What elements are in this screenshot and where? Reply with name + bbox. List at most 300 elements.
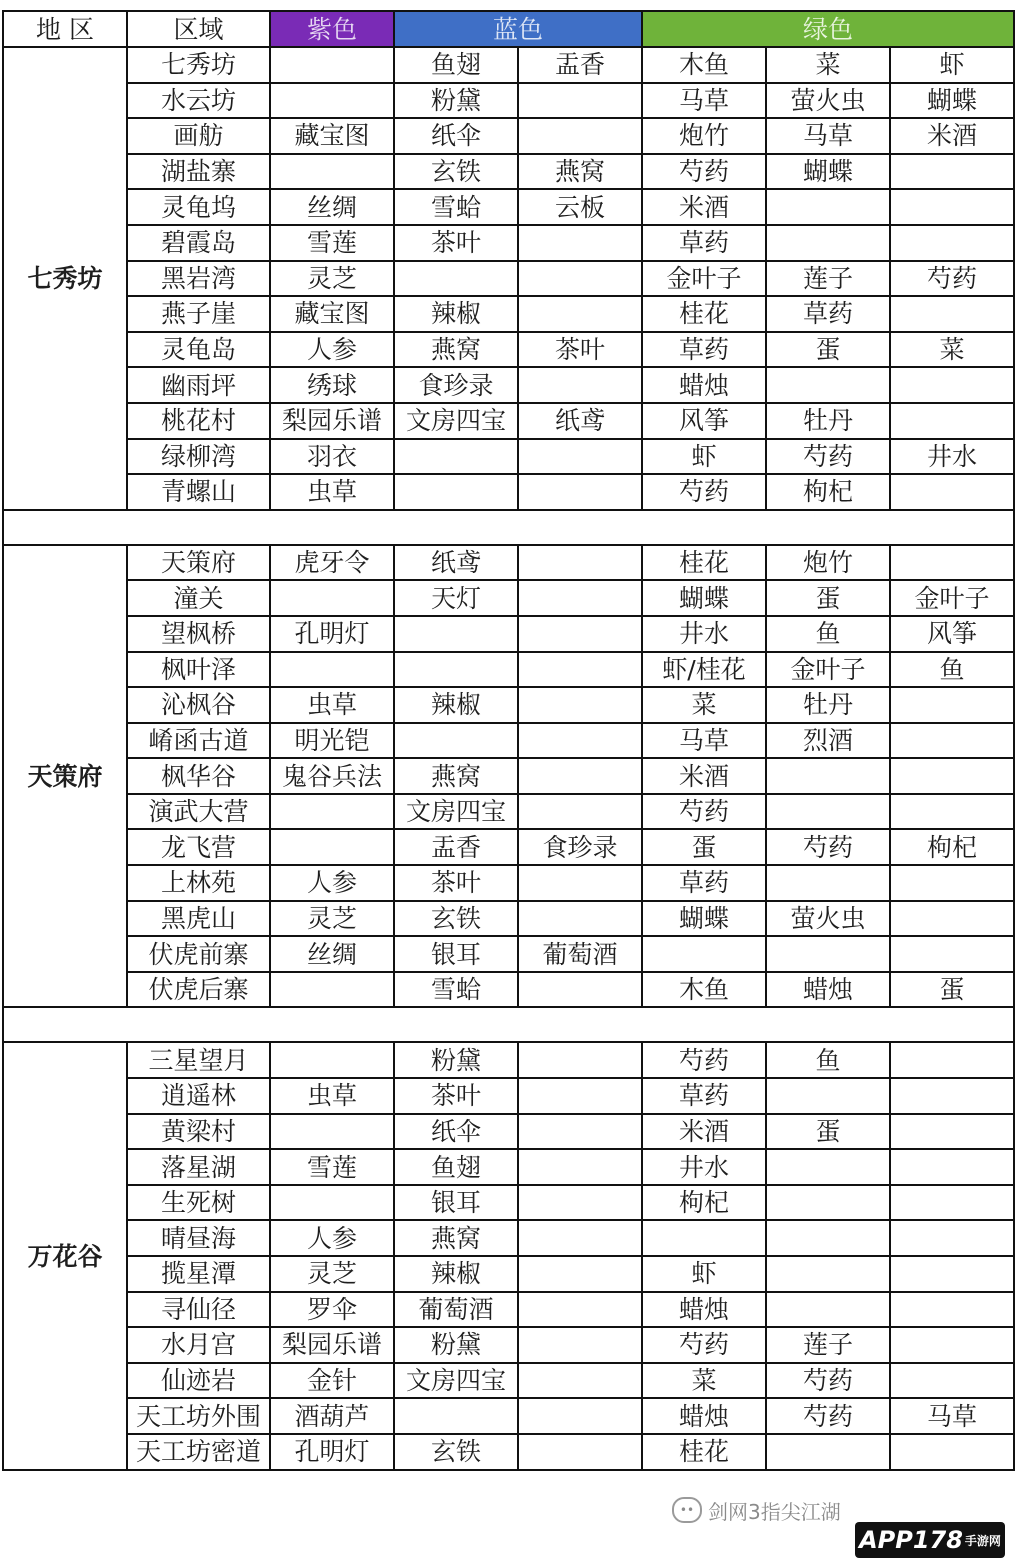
table-row bbox=[3, 1078, 1014, 1114]
green-3-cell bbox=[890, 1149, 1014, 1185]
green-3-cell bbox=[890, 1042, 1014, 1078]
purple-cell: 羽衣 bbox=[270, 439, 394, 475]
area-cell: 望枫桥 bbox=[127, 616, 270, 652]
green-3-cell bbox=[890, 154, 1014, 190]
blue-1-cell: 鱼翅 bbox=[394, 47, 518, 83]
green-2-cell: 芍药 bbox=[766, 1398, 890, 1434]
purple-cell bbox=[270, 1114, 394, 1150]
green-3-cell: 芍药 bbox=[890, 261, 1014, 297]
green-3-cell bbox=[890, 367, 1014, 403]
green-3-cell bbox=[890, 794, 1014, 830]
green-1-cell: 菜 bbox=[642, 1363, 766, 1399]
table-row bbox=[3, 687, 1014, 723]
purple-cell: 酒葫芦 bbox=[270, 1398, 394, 1434]
green-3-cell bbox=[890, 1434, 1014, 1470]
green-1-cell: 草药 bbox=[642, 332, 766, 368]
table-row bbox=[3, 367, 1014, 403]
green-1-cell: 马草 bbox=[642, 83, 766, 119]
green-2-cell: 蝴蝶 bbox=[766, 154, 890, 190]
blue-2-cell bbox=[518, 1327, 642, 1363]
green-1-cell: 虾 bbox=[642, 1256, 766, 1292]
blue-1-cell: 纸伞 bbox=[394, 1114, 518, 1150]
green-3-cell bbox=[890, 865, 1014, 901]
blue-2-cell bbox=[518, 1256, 642, 1292]
purple-cell bbox=[270, 154, 394, 190]
blue-2-cell bbox=[518, 1078, 642, 1114]
table-row bbox=[3, 154, 1014, 190]
green-3-cell: 米酒 bbox=[890, 118, 1014, 154]
green-1-cell: 草药 bbox=[642, 865, 766, 901]
green-1-cell bbox=[642, 1220, 766, 1256]
section-gap bbox=[3, 510, 1014, 545]
table-row bbox=[3, 545, 1014, 581]
blue-1-cell: 雪蛤 bbox=[394, 189, 518, 225]
green-2-cell bbox=[766, 1220, 890, 1256]
green-1-cell: 金叶子 bbox=[642, 261, 766, 297]
blue-1-cell: 天灯 bbox=[394, 580, 518, 616]
table-row bbox=[3, 474, 1014, 510]
blue-2-cell bbox=[518, 687, 642, 723]
green-2-cell: 牡丹 bbox=[766, 687, 890, 723]
blue-2-cell bbox=[518, 367, 642, 403]
green-1-cell: 蝴蝶 bbox=[642, 580, 766, 616]
table-row bbox=[3, 225, 1014, 261]
purple-cell bbox=[270, 652, 394, 688]
purple-cell: 孔明灯 bbox=[270, 616, 394, 652]
green-1-cell: 芍药 bbox=[642, 794, 766, 830]
area-cell: 天工坊密道 bbox=[127, 1434, 270, 1470]
table-row bbox=[3, 189, 1014, 225]
purple-cell: 人参 bbox=[270, 332, 394, 368]
blue-2-cell bbox=[518, 1042, 642, 1078]
table-row bbox=[3, 865, 1014, 901]
materials-table bbox=[2, 10, 1015, 1471]
green-3-cell bbox=[890, 936, 1014, 972]
blue-2-cell bbox=[518, 225, 642, 261]
blue-2-cell: 纸鸢 bbox=[518, 403, 642, 439]
green-1-cell: 风筝 bbox=[642, 403, 766, 439]
green-2-cell: 芍药 bbox=[766, 439, 890, 475]
green-2-cell: 菜 bbox=[766, 47, 890, 83]
green-3-cell bbox=[890, 1220, 1014, 1256]
blue-1-cell: 玄铁 bbox=[394, 154, 518, 190]
green-1-cell: 枸杞 bbox=[642, 1185, 766, 1221]
green-3-cell: 蝴蝶 bbox=[890, 83, 1014, 119]
green-2-cell: 草药 bbox=[766, 296, 890, 332]
area-cell: 寻仙径 bbox=[127, 1292, 270, 1328]
green-3-cell bbox=[890, 1327, 1014, 1363]
blue-2-cell bbox=[518, 296, 642, 332]
green-2-cell bbox=[766, 189, 890, 225]
blue-2-cell: 茶叶 bbox=[518, 332, 642, 368]
purple-cell: 绣球 bbox=[270, 367, 394, 403]
purple-cell bbox=[270, 972, 394, 1008]
green-1-cell: 蛋 bbox=[642, 829, 766, 865]
area-cell: 燕子崖 bbox=[127, 296, 270, 332]
table-row bbox=[3, 1149, 1014, 1185]
blue-1-cell: 辣椒 bbox=[394, 296, 518, 332]
area-cell: 伏虎后寨 bbox=[127, 972, 270, 1008]
green-3-cell bbox=[890, 1292, 1014, 1328]
purple-cell: 虎牙令 bbox=[270, 545, 394, 581]
purple-cell bbox=[270, 83, 394, 119]
green-2-cell: 芍药 bbox=[766, 829, 890, 865]
blue-1-cell bbox=[394, 261, 518, 297]
purple-cell bbox=[270, 580, 394, 616]
green-3-cell bbox=[890, 687, 1014, 723]
green-2-cell: 芍药 bbox=[766, 1363, 890, 1399]
blue-2-cell bbox=[518, 83, 642, 119]
region-cell: 天策府 bbox=[3, 545, 127, 1008]
purple-cell: 雪莲 bbox=[270, 225, 394, 261]
green-3-cell: 风筝 bbox=[890, 616, 1014, 652]
green-2-cell bbox=[766, 1078, 890, 1114]
blue-1-cell: 雪蛤 bbox=[394, 972, 518, 1008]
table-row bbox=[3, 403, 1014, 439]
green-1-cell: 蝴蝶 bbox=[642, 901, 766, 937]
blue-1-cell: 茶叶 bbox=[394, 1078, 518, 1114]
blue-1-cell: 燕窝 bbox=[394, 758, 518, 794]
purple-cell: 雪莲 bbox=[270, 1149, 394, 1185]
green-2-cell bbox=[766, 1434, 890, 1470]
logo-text: APP178 bbox=[859, 1526, 963, 1554]
green-1-cell: 虾/桂花 bbox=[642, 652, 766, 688]
green-1-cell: 蜡烛 bbox=[642, 1398, 766, 1434]
blue-1-cell bbox=[394, 474, 518, 510]
gap-cell bbox=[3, 510, 1014, 545]
green-1-cell: 蜡烛 bbox=[642, 1292, 766, 1328]
blue-1-cell: 银耳 bbox=[394, 936, 518, 972]
table-row bbox=[3, 83, 1014, 119]
area-cell: 绿柳湾 bbox=[127, 439, 270, 475]
blue-2-cell: 盂香 bbox=[518, 47, 642, 83]
table-row bbox=[3, 972, 1014, 1008]
green-2-cell bbox=[766, 1185, 890, 1221]
table-row bbox=[3, 580, 1014, 616]
purple-cell: 灵芝 bbox=[270, 901, 394, 937]
blue-1-cell: 食珍录 bbox=[394, 367, 518, 403]
green-2-cell bbox=[766, 367, 890, 403]
blue-1-cell bbox=[394, 652, 518, 688]
area-cell: 演武大营 bbox=[127, 794, 270, 830]
purple-cell: 梨园乐谱 bbox=[270, 403, 394, 439]
blue-1-cell: 鱼翅 bbox=[394, 1149, 518, 1185]
purple-cell: 藏宝图 bbox=[270, 118, 394, 154]
blue-2-cell bbox=[518, 865, 642, 901]
green-3-cell bbox=[890, 474, 1014, 510]
blue-1-cell: 茶叶 bbox=[394, 225, 518, 261]
blue-1-cell bbox=[394, 1398, 518, 1434]
header-purple: 紫色 bbox=[270, 11, 394, 47]
table-row bbox=[3, 1256, 1014, 1292]
area-cell: 湖盐寨 bbox=[127, 154, 270, 190]
green-2-cell: 蛋 bbox=[766, 580, 890, 616]
blue-1-cell: 玄铁 bbox=[394, 1434, 518, 1470]
blue-2-cell bbox=[518, 439, 642, 475]
header-blue: 蓝色 bbox=[394, 11, 642, 47]
blue-1-cell: 文房四宝 bbox=[394, 794, 518, 830]
blue-1-cell: 粉黛 bbox=[394, 1042, 518, 1078]
table-row bbox=[3, 1042, 1014, 1078]
green-2-cell: 莲子 bbox=[766, 1327, 890, 1363]
blue-1-cell: 文房四宝 bbox=[394, 403, 518, 439]
green-1-cell: 马草 bbox=[642, 723, 766, 759]
green-2-cell: 鱼 bbox=[766, 616, 890, 652]
blue-1-cell: 纸伞 bbox=[394, 118, 518, 154]
green-3-cell bbox=[890, 1078, 1014, 1114]
table-row bbox=[3, 439, 1014, 475]
area-cell: 生死树 bbox=[127, 1185, 270, 1221]
blue-1-cell bbox=[394, 439, 518, 475]
table-row bbox=[3, 616, 1014, 652]
purple-cell: 虫草 bbox=[270, 687, 394, 723]
purple-cell: 罗伞 bbox=[270, 1292, 394, 1328]
green-1-cell: 草药 bbox=[642, 225, 766, 261]
green-3-cell bbox=[890, 1114, 1014, 1150]
area-cell: 水云坊 bbox=[127, 83, 270, 119]
green-3-cell: 虾 bbox=[890, 47, 1014, 83]
green-3-cell: 金叶子 bbox=[890, 580, 1014, 616]
area-cell: 黄梁村 bbox=[127, 1114, 270, 1150]
green-2-cell: 烈酒 bbox=[766, 723, 890, 759]
blue-2-cell bbox=[518, 794, 642, 830]
blue-2-cell bbox=[518, 758, 642, 794]
purple-cell: 孔明灯 bbox=[270, 1434, 394, 1470]
purple-cell: 梨园乐谱 bbox=[270, 1327, 394, 1363]
green-3-cell: 枸杞 bbox=[890, 829, 1014, 865]
green-3-cell: 蛋 bbox=[890, 972, 1014, 1008]
green-3-cell bbox=[890, 1185, 1014, 1221]
blue-2-cell bbox=[518, 1434, 642, 1470]
table-row bbox=[3, 758, 1014, 794]
area-cell: 碧霞岛 bbox=[127, 225, 270, 261]
area-cell: 灵龟坞 bbox=[127, 189, 270, 225]
area-cell: 逍遥林 bbox=[127, 1078, 270, 1114]
table-row bbox=[3, 723, 1014, 759]
green-3-cell: 井水 bbox=[890, 439, 1014, 475]
site-logo bbox=[855, 1522, 1005, 1558]
green-1-cell: 桂花 bbox=[642, 1434, 766, 1470]
green-2-cell: 牡丹 bbox=[766, 403, 890, 439]
table-row bbox=[3, 901, 1014, 937]
green-2-cell: 炮竹 bbox=[766, 545, 890, 581]
green-2-cell bbox=[766, 1149, 890, 1185]
green-3-cell: 鱼 bbox=[890, 652, 1014, 688]
purple-cell: 丝绸 bbox=[270, 189, 394, 225]
green-1-cell: 炮竹 bbox=[642, 118, 766, 154]
green-1-cell: 井水 bbox=[642, 616, 766, 652]
purple-cell: 灵芝 bbox=[270, 1256, 394, 1292]
blue-1-cell: 玄铁 bbox=[394, 901, 518, 937]
blue-1-cell: 粉黛 bbox=[394, 1327, 518, 1363]
green-3-cell bbox=[890, 1363, 1014, 1399]
region-cell: 七秀坊 bbox=[3, 47, 127, 510]
area-cell: 沁枫谷 bbox=[127, 687, 270, 723]
purple-cell: 人参 bbox=[270, 1220, 394, 1256]
green-1-cell: 虾 bbox=[642, 439, 766, 475]
gap-cell bbox=[3, 1007, 1014, 1042]
purple-cell bbox=[270, 1185, 394, 1221]
area-cell: 枫华谷 bbox=[127, 758, 270, 794]
blue-1-cell: 盂香 bbox=[394, 829, 518, 865]
blue-1-cell: 辣椒 bbox=[394, 687, 518, 723]
green-3-cell bbox=[890, 403, 1014, 439]
green-1-cell: 米酒 bbox=[642, 189, 766, 225]
area-cell: 龙飞营 bbox=[127, 829, 270, 865]
blue-2-cell bbox=[518, 1363, 642, 1399]
table-row bbox=[3, 794, 1014, 830]
green-2-cell: 枸杞 bbox=[766, 474, 890, 510]
table-row bbox=[3, 652, 1014, 688]
table-row bbox=[3, 1114, 1014, 1150]
blue-2-cell: 燕窝 bbox=[518, 154, 642, 190]
green-3-cell: 马草 bbox=[890, 1398, 1014, 1434]
table-row bbox=[3, 296, 1014, 332]
blue-1-cell: 粉黛 bbox=[394, 83, 518, 119]
green-2-cell: 蛋 bbox=[766, 332, 890, 368]
table-row bbox=[3, 118, 1014, 154]
blue-1-cell: 文房四宝 bbox=[394, 1363, 518, 1399]
blue-1-cell bbox=[394, 723, 518, 759]
area-cell: 天策府 bbox=[127, 545, 270, 581]
green-2-cell bbox=[766, 1292, 890, 1328]
green-3-cell bbox=[890, 189, 1014, 225]
purple-cell bbox=[270, 794, 394, 830]
blue-2-cell bbox=[518, 545, 642, 581]
purple-cell bbox=[270, 1042, 394, 1078]
green-1-cell: 木鱼 bbox=[642, 47, 766, 83]
blue-2-cell: 云板 bbox=[518, 189, 642, 225]
green-2-cell: 蛋 bbox=[766, 1114, 890, 1150]
green-2-cell: 金叶子 bbox=[766, 652, 890, 688]
blue-1-cell bbox=[394, 616, 518, 652]
green-2-cell bbox=[766, 794, 890, 830]
blue-2-cell bbox=[518, 1149, 642, 1185]
green-2-cell bbox=[766, 758, 890, 794]
area-cell: 揽星潭 bbox=[127, 1256, 270, 1292]
green-1-cell: 芍药 bbox=[642, 474, 766, 510]
purple-cell: 鬼谷兵法 bbox=[270, 758, 394, 794]
table-row bbox=[3, 47, 1014, 83]
area-cell: 天工坊外围 bbox=[127, 1398, 270, 1434]
purple-cell: 金针 bbox=[270, 1363, 394, 1399]
area-cell: 水月宫 bbox=[127, 1327, 270, 1363]
purple-cell: 明光铠 bbox=[270, 723, 394, 759]
blue-2-cell bbox=[518, 616, 642, 652]
green-1-cell: 菜 bbox=[642, 687, 766, 723]
area-cell: 枫叶泽 bbox=[127, 652, 270, 688]
header-area: 区域 bbox=[127, 11, 270, 47]
header-region: 地 区 bbox=[3, 11, 127, 47]
blue-2-cell bbox=[518, 972, 642, 1008]
green-2-cell bbox=[766, 936, 890, 972]
area-cell: 幽雨坪 bbox=[127, 367, 270, 403]
area-cell: 晴昼海 bbox=[127, 1220, 270, 1256]
blue-2-cell bbox=[518, 580, 642, 616]
purple-cell: 虫草 bbox=[270, 474, 394, 510]
blue-1-cell: 葡萄酒 bbox=[394, 1292, 518, 1328]
blue-1-cell: 燕窝 bbox=[394, 332, 518, 368]
table-row bbox=[3, 1398, 1014, 1434]
blue-2-cell bbox=[518, 1114, 642, 1150]
green-1-cell bbox=[642, 936, 766, 972]
area-cell: 落星湖 bbox=[127, 1149, 270, 1185]
header-green: 绿色 bbox=[642, 11, 1014, 47]
green-1-cell: 芍药 bbox=[642, 1042, 766, 1078]
area-cell: 黑虎山 bbox=[127, 901, 270, 937]
purple-cell: 藏宝图 bbox=[270, 296, 394, 332]
area-cell: 七秀坊 bbox=[127, 47, 270, 83]
green-3-cell: 菜 bbox=[890, 332, 1014, 368]
green-1-cell: 桂花 bbox=[642, 545, 766, 581]
green-2-cell bbox=[766, 1256, 890, 1292]
purple-cell: 虫草 bbox=[270, 1078, 394, 1114]
green-1-cell: 井水 bbox=[642, 1149, 766, 1185]
blue-2-cell: 葡萄酒 bbox=[518, 936, 642, 972]
green-1-cell: 芍药 bbox=[642, 1327, 766, 1363]
table-row bbox=[3, 332, 1014, 368]
area-cell: 桃花村 bbox=[127, 403, 270, 439]
blue-2-cell bbox=[518, 1398, 642, 1434]
area-cell: 三星望月 bbox=[127, 1042, 270, 1078]
wechat-icon: •• bbox=[672, 1497, 702, 1523]
purple-cell bbox=[270, 47, 394, 83]
watermark-text: 剑网3指尖江湖 bbox=[708, 1499, 841, 1524]
green-3-cell bbox=[890, 901, 1014, 937]
green-2-cell: 莲子 bbox=[766, 261, 890, 297]
table-row bbox=[3, 1292, 1014, 1328]
blue-1-cell: 燕窝 bbox=[394, 1220, 518, 1256]
green-3-cell bbox=[890, 225, 1014, 261]
green-1-cell: 芍药 bbox=[642, 154, 766, 190]
area-cell: 灵龟岛 bbox=[127, 332, 270, 368]
purple-cell: 丝绸 bbox=[270, 936, 394, 972]
blue-1-cell: 辣椒 bbox=[394, 1256, 518, 1292]
header-row bbox=[3, 11, 1014, 47]
table-row bbox=[3, 1327, 1014, 1363]
green-3-cell bbox=[890, 758, 1014, 794]
green-3-cell bbox=[890, 1256, 1014, 1292]
blue-2-cell bbox=[518, 723, 642, 759]
region-cell: 万花谷 bbox=[3, 1042, 127, 1469]
green-3-cell bbox=[890, 296, 1014, 332]
green-2-cell bbox=[766, 865, 890, 901]
blue-1-cell: 纸鸢 bbox=[394, 545, 518, 581]
blue-2-cell bbox=[518, 474, 642, 510]
blue-2-cell bbox=[518, 652, 642, 688]
area-cell: 潼关 bbox=[127, 580, 270, 616]
green-1-cell: 米酒 bbox=[642, 1114, 766, 1150]
area-cell: 崤函古道 bbox=[127, 723, 270, 759]
blue-2-cell bbox=[518, 1292, 642, 1328]
blue-2-cell bbox=[518, 901, 642, 937]
green-2-cell: 蜡烛 bbox=[766, 972, 890, 1008]
blue-2-cell bbox=[518, 1220, 642, 1256]
area-cell: 黑岩湾 bbox=[127, 261, 270, 297]
green-3-cell bbox=[890, 545, 1014, 581]
green-1-cell: 桂花 bbox=[642, 296, 766, 332]
area-cell: 青螺山 bbox=[127, 474, 270, 510]
area-cell: 仙迹岩 bbox=[127, 1363, 270, 1399]
blue-2-cell bbox=[518, 118, 642, 154]
green-2-cell: 萤火虫 bbox=[766, 901, 890, 937]
green-1-cell: 草药 bbox=[642, 1078, 766, 1114]
table-row bbox=[3, 936, 1014, 972]
purple-cell: 人参 bbox=[270, 865, 394, 901]
purple-cell: 灵芝 bbox=[270, 261, 394, 297]
green-3-cell bbox=[890, 723, 1014, 759]
green-1-cell: 木鱼 bbox=[642, 972, 766, 1008]
